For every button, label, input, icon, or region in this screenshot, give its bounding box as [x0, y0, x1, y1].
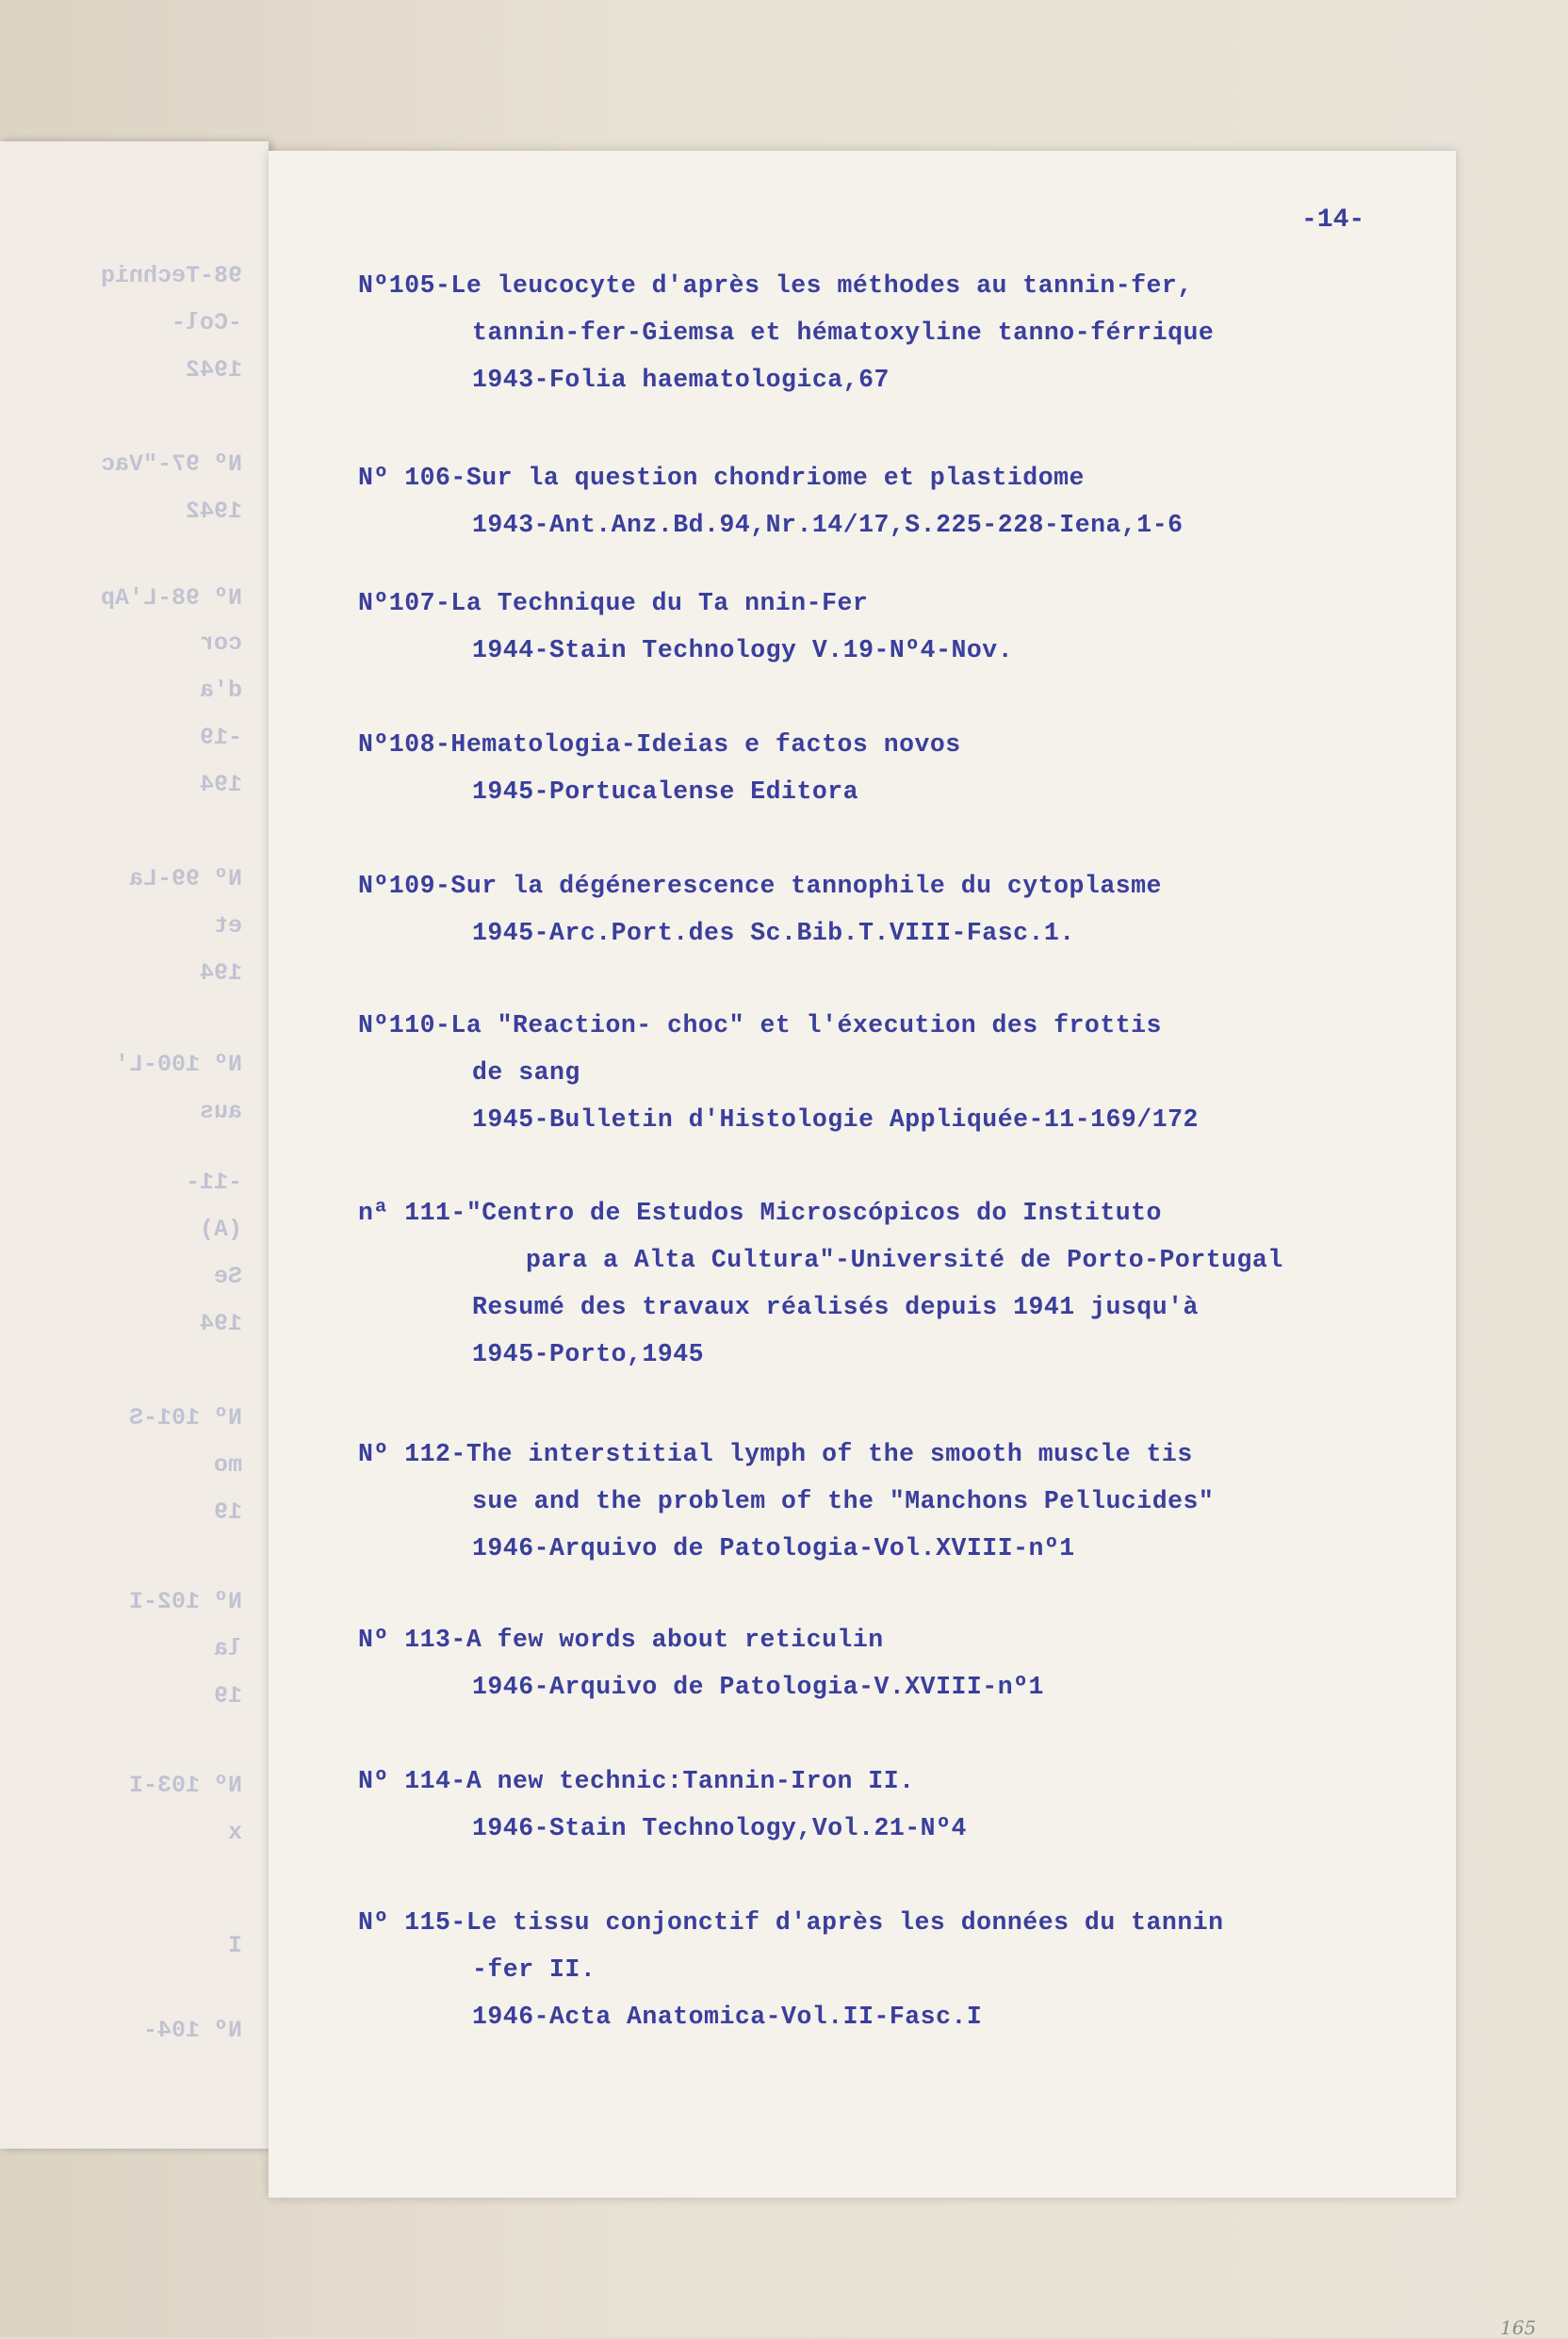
under-page-line: Se — [213, 1263, 242, 1290]
bibliography-entry — [358, 862, 1442, 957]
entry-line: 1943-Folia haematologica,67 — [472, 366, 890, 394]
entry-line: 1943-Ant.Anz.Bd.94,Nr.14/17,S.225-228-Iena,1-6 — [472, 511, 1184, 539]
bibliography-entry — [358, 1189, 1442, 1378]
entry-line: 1946-Arquivo de Patologia-Vol.XVIII-nº1 — [472, 1534, 1075, 1562]
under-page-line: 1942 — [185, 498, 242, 525]
bibliography-entry — [358, 1899, 1442, 2040]
entry-title: Nº109-Sur la dégénerescence tannophile du cytoplasme — [358, 872, 1162, 900]
bibliography-entry — [358, 580, 1442, 674]
entry-line: 1945-Bulletin d'Histologie Appliquée-11-169/172 — [472, 1105, 1199, 1134]
under-page-line: 194 — [199, 1310, 242, 1337]
under-page-line: 1942 — [185, 356, 242, 384]
entry-title: Nº 106-Sur la question chondriome et plastidome — [358, 464, 1085, 492]
under-page-line: -11- — [185, 1169, 242, 1196]
entry-line: 1945-Portucalense Editora — [472, 777, 859, 806]
under-page-line: 194 — [199, 771, 242, 798]
handwritten-archive-number: 165 — [1500, 2316, 1537, 2339]
under-page-line: et — [213, 912, 242, 940]
entry-title: Nº 114-A new technic:Tannin-Iron II. — [358, 1767, 915, 1795]
entry-line: 1944-Stain Technology V.19-Nº4-Nov. — [472, 636, 1014, 664]
under-page-line: Nº 102-I — [128, 1588, 242, 1615]
under-page-line: Nº 103-I — [128, 1772, 242, 1799]
under-page-line: 98-Techniq — [100, 262, 242, 289]
entry-line: Resumé des travaux réalisés depuis 1941 jusqu'à — [472, 1293, 1199, 1321]
under-page-line: d'a — [199, 677, 242, 704]
bibliography-entry — [358, 1758, 1442, 1852]
under-page-line: (A) — [199, 1216, 242, 1243]
under-page-line: Nº 99-La — [128, 865, 242, 892]
under-page-line: 19 — [213, 1682, 242, 1709]
under-page-line: I — [227, 1932, 242, 1959]
under-page-line: Nº 97-"Vac — [100, 450, 242, 478]
entry-line: 1946-Stain Technology,Vol.21-Nº4 — [472, 1814, 967, 1842]
entry-line: 1946-Arquivo de Patologia-V.XVIII-nº1 — [472, 1673, 1044, 1701]
bibliography-entry — [358, 1616, 1442, 1710]
bibliography-entry — [358, 454, 1442, 548]
page-number: -14- — [1301, 205, 1365, 235]
bibliography-entry — [358, 1431, 1442, 1572]
under-page-line: mo — [213, 1451, 242, 1479]
entry-line: 1946-Acta Anatomica-Vol.II-Fasc.I — [472, 2003, 983, 2031]
bibliography-entry — [358, 1002, 1442, 1143]
under-page-line: 19 — [213, 1498, 242, 1526]
under-page-line: Nº 98-L'Ap — [100, 584, 242, 612]
entry-line: de sang — [472, 1058, 580, 1087]
under-page-line: la — [213, 1635, 242, 1662]
entry-line: 1945-Porto,1945 — [472, 1340, 705, 1368]
bibliography-entry — [358, 262, 1442, 403]
entry-title: Nº108-Hematologia-Ideias e factos novos — [358, 730, 961, 759]
entry-title: nª 111-"Centro de Estudos Microscópicos do Instituto — [358, 1199, 1162, 1227]
entry-line: tannin-fer-Giemsa et hématoxyline tanno-férrique — [472, 319, 1215, 347]
entry-title: Nº 112-The interstitial lymph of the smooth muscle tis — [358, 1440, 1193, 1468]
under-page-line: cor — [199, 630, 242, 657]
under-page-line: 194 — [199, 959, 242, 987]
entry-line: sue and the problem of the "Manchons Pellucides" — [472, 1487, 1215, 1515]
under-page-line: aus — [199, 1098, 242, 1125]
entry-line: 1945-Arc.Port.des Sc.Bib.T.VIII-Fasc.1. — [472, 919, 1075, 947]
entry-title: Nº107-La Technique du Ta nnin-Fer — [358, 589, 869, 617]
entry-title: Nº 115-Le tissu conjonctif d'après les données du tannin — [358, 1908, 1224, 1937]
under-page-line: x — [227, 1819, 242, 1846]
typed-page — [269, 151, 1456, 2198]
under-page-line: Nº 101-S — [128, 1404, 242, 1431]
entry-title: Nº 113-A few words about reticulin — [358, 1626, 884, 1654]
entry-title: Nº110-La "Reaction- choc" et l'éxecution des frottis — [358, 1011, 1162, 1039]
entry-title: Nº105-Le leucocyte d'après les méthodes au tannin-fer, — [358, 271, 1193, 300]
bibliography-entry — [358, 721, 1442, 815]
under-page-line: -Col- — [171, 309, 242, 336]
entry-line: -fer II. — [472, 1955, 596, 1984]
under-page-line: Nº 100-L' — [114, 1051, 242, 1078]
entry-line: para a Alta Cultura"-Université de Porto-Portugal — [526, 1246, 1283, 1274]
underlying-page — [0, 141, 269, 2149]
under-page-line: -19 — [199, 724, 242, 751]
under-page-line: Nº 104- — [142, 2017, 242, 2044]
